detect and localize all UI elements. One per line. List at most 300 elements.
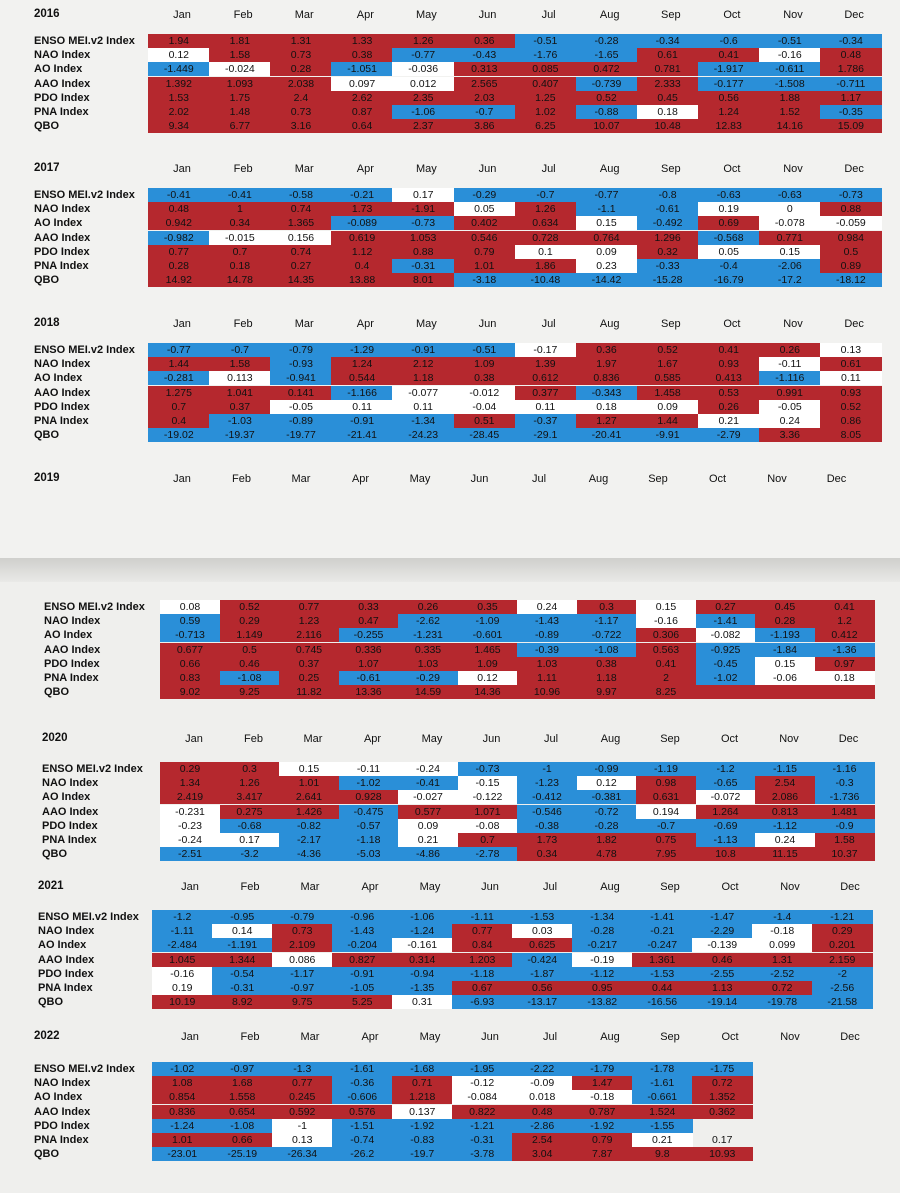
- table-cell: 1.75: [209, 91, 271, 105]
- table-cell: -2.06: [759, 259, 821, 273]
- table-cell: -0.18: [752, 924, 813, 938]
- table-cell: 0.402: [454, 216, 516, 230]
- table-cell: -4.36: [279, 847, 339, 861]
- table-cell: -0.941: [270, 371, 332, 385]
- month-header: Jun: [478, 318, 497, 330]
- month-header: Mar: [300, 1031, 320, 1043]
- month-header: Dec: [844, 318, 864, 330]
- table-cell: 1.218: [392, 1090, 453, 1104]
- table-cell: 1.02: [515, 105, 577, 119]
- table-cell: -1.43: [332, 924, 393, 938]
- row-label: AAO Index: [34, 1105, 91, 1118]
- month-header: Jul: [541, 9, 556, 21]
- row-label: QBO: [34, 429, 60, 442]
- table-cell: 1.03: [398, 657, 458, 671]
- month-header: May: [416, 318, 437, 330]
- table-cell: -0.73: [392, 216, 454, 230]
- table-cell: 2.086: [755, 790, 815, 804]
- table-cell: 2.116: [279, 628, 339, 642]
- table-cell: -0.412: [517, 790, 577, 804]
- table-cell: 1.13: [692, 981, 753, 995]
- table-cell: 0.314: [392, 953, 453, 967]
- month-header: Aug: [600, 881, 620, 893]
- table-cell: -0.93: [270, 357, 332, 371]
- table-cell: 0.48: [512, 1105, 573, 1119]
- table-cell: 1.48: [209, 105, 271, 119]
- month-header: Nov: [783, 318, 803, 330]
- table-cell: 1.34: [160, 776, 220, 790]
- table-cell: 0.45: [637, 91, 699, 105]
- table-cell: 1.27: [576, 414, 638, 428]
- row-label: PNA Index: [38, 982, 93, 994]
- table-cell: -1.193: [755, 628, 815, 642]
- table-cell: -13.17: [512, 995, 573, 1009]
- table-cell: 0.336: [339, 643, 399, 657]
- table-cell: 1.31: [270, 34, 332, 48]
- table-cell: 0.585: [637, 371, 699, 385]
- table-cell: 0.3: [220, 762, 280, 776]
- table-cell: -18.12: [820, 273, 882, 287]
- table-cell: -0.027: [398, 790, 458, 804]
- table-cell: 0.13: [272, 1133, 333, 1147]
- table-cell: 0.11: [392, 400, 454, 414]
- table-cell: 0.11: [515, 400, 577, 414]
- table-cell: 14.59: [398, 685, 458, 699]
- table-cell: 9.8: [632, 1147, 693, 1161]
- row-label: AAO Index: [38, 953, 95, 966]
- row-label: PDO Index: [34, 400, 90, 413]
- table-cell: -0.45: [696, 657, 756, 671]
- table-cell: 14.78: [209, 273, 271, 287]
- table-cell: 0.17: [220, 833, 280, 847]
- month-header: Oct: [720, 733, 739, 745]
- table-cell: 0.34: [517, 847, 577, 861]
- table-cell: 3.04: [512, 1147, 573, 1161]
- table-cell: -1.12: [572, 967, 633, 981]
- table-cell: 9.97: [577, 685, 637, 699]
- table-cell: 0.11: [331, 400, 393, 414]
- table-cell: -0.72: [577, 805, 637, 819]
- table-cell: 0.099: [752, 938, 813, 952]
- table-cell: 1.31: [752, 953, 813, 967]
- table-cell: -0.424: [512, 953, 573, 967]
- table-cell: -26.2: [332, 1147, 393, 1161]
- table-cell: -0.21: [331, 188, 393, 202]
- table-cell: 5.25: [332, 995, 393, 1009]
- table-cell: -0.73: [458, 762, 518, 776]
- table-cell: -1.02: [152, 1062, 213, 1076]
- table-cell: 1.01: [279, 776, 339, 790]
- table-cell: 0.95: [572, 981, 633, 995]
- row-label: NAO Index: [34, 358, 91, 371]
- month-header: Jul: [531, 473, 547, 485]
- table-cell: -0.012: [454, 386, 516, 400]
- table-cell: -0.51: [515, 34, 577, 48]
- table-cell: 1.58: [209, 48, 271, 62]
- table-cell: 1.344: [212, 953, 273, 967]
- table-cell: 0.08: [160, 600, 220, 614]
- table-cell: 1.52: [759, 105, 821, 119]
- row-label: PDO Index: [42, 819, 98, 832]
- table-cell: -0.711: [820, 77, 882, 91]
- table-cell: 1.81: [209, 34, 271, 48]
- table-cell: -0.12: [452, 1076, 513, 1090]
- table-cell: -2.17: [279, 833, 339, 847]
- table-cell: [752, 1133, 813, 1147]
- table-cell: 1.73: [331, 202, 393, 216]
- table-cell: 0.38: [331, 48, 393, 62]
- table-cell: -0.79: [272, 910, 333, 924]
- table-cell: 0.781: [637, 62, 699, 76]
- table-cell: -0.6: [698, 34, 760, 48]
- table-cell: -24.23: [392, 428, 454, 442]
- table-cell: 0.61: [820, 357, 882, 371]
- year-label: 2021: [38, 880, 64, 892]
- table-cell: 1.071: [458, 805, 518, 819]
- year-label: 2017: [34, 162, 60, 174]
- table-cell: 0.942: [148, 216, 210, 230]
- table-cell: 0.245: [272, 1090, 333, 1104]
- table-cell: 0.87: [331, 105, 393, 119]
- table-cell: [752, 1147, 813, 1161]
- table-cell: 0.52: [576, 91, 638, 105]
- table-cell: 0.17: [392, 188, 454, 202]
- table-cell: -0.99: [577, 762, 637, 776]
- month-header: Feb: [233, 163, 253, 175]
- row-label: QBO: [34, 120, 60, 133]
- table-cell: 0.5: [220, 643, 280, 657]
- table-cell: -16.56: [632, 995, 693, 1009]
- table-cell: -0.247: [632, 938, 693, 952]
- table-cell: 0.88: [392, 245, 454, 259]
- table-cell: -1.95: [452, 1062, 513, 1076]
- table-cell: 1.82: [577, 833, 637, 847]
- table-cell: -1.11: [452, 910, 513, 924]
- row-label: QBO: [38, 996, 64, 1009]
- month-header: Dec: [838, 733, 859, 745]
- table-cell: 0: [759, 202, 821, 216]
- table-cell: 0.576: [332, 1105, 393, 1119]
- month-header: Nov: [779, 733, 799, 745]
- table-cell: -1.11: [152, 924, 213, 938]
- table-cell: 0.377: [515, 386, 577, 400]
- month-header: Sep: [648, 473, 668, 485]
- month-header: Oct: [721, 881, 739, 893]
- table-cell: -0.722: [577, 628, 637, 642]
- table-cell: -1.36: [815, 643, 875, 657]
- table-cell: -1.231: [398, 628, 458, 642]
- table-cell: 0.728: [515, 231, 577, 245]
- table-cell: 0.41: [698, 48, 760, 62]
- table-cell: 0.5: [820, 245, 882, 259]
- table-cell: -1.47: [692, 910, 753, 924]
- table-cell: 0.654: [212, 1105, 273, 1119]
- table-cell: 0.18: [576, 400, 638, 414]
- table-cell: 0.15: [759, 245, 821, 259]
- table-cell: 1.44: [148, 357, 210, 371]
- row-label: PNA Index: [44, 672, 99, 684]
- table-cell: 0.46: [692, 953, 753, 967]
- table-cell: -1.65: [576, 48, 638, 62]
- table-cell: 1.08: [152, 1076, 213, 1090]
- table-cell: 0.77: [148, 245, 210, 259]
- row-label: PNA Index: [34, 415, 89, 427]
- table-cell: -0.38: [517, 819, 577, 833]
- table-cell: 0.546: [454, 231, 516, 245]
- table-cell: 0.26: [759, 343, 821, 357]
- table-cell: -19.02: [148, 428, 210, 442]
- table-cell: 1.09: [458, 657, 518, 671]
- table-cell: [692, 1119, 753, 1133]
- table-cell: 0.69: [698, 216, 760, 230]
- table-cell: -0.41: [398, 776, 458, 790]
- table-cell: 0.77: [452, 924, 513, 938]
- table-cell: -0.082: [696, 628, 756, 642]
- table-cell: 0.14: [212, 924, 273, 938]
- table-cell: -0.69: [696, 819, 756, 833]
- table-cell: 0.928: [339, 790, 399, 804]
- table-cell: -1.17: [577, 614, 637, 628]
- table-cell: -0.57: [339, 819, 399, 833]
- table-cell: -1.508: [759, 77, 821, 91]
- table-cell: 0.38: [454, 371, 516, 385]
- table-cell: -0.28: [577, 819, 637, 833]
- table-cell: 1.73: [517, 833, 577, 847]
- month-header: Sep: [660, 1031, 680, 1043]
- table-cell: [752, 1090, 813, 1104]
- table-cell: -0.16: [152, 967, 213, 981]
- table-cell: -1.449: [148, 62, 210, 76]
- month-header: Sep: [661, 318, 681, 330]
- table-cell: -0.122: [458, 790, 518, 804]
- table-cell: 0.47: [339, 614, 399, 628]
- table-cell: -23.01: [152, 1147, 213, 1161]
- table-cell: 0.27: [696, 600, 756, 614]
- table-cell: -15.28: [637, 273, 699, 287]
- table-cell: -0.077: [392, 386, 454, 400]
- table-cell: -2.55: [692, 967, 753, 981]
- month-header: Mar: [294, 163, 314, 175]
- table-cell: -1.08: [577, 643, 637, 657]
- table-cell: 0.113: [209, 371, 271, 385]
- table-cell: [812, 1076, 873, 1090]
- paper-fold: [0, 558, 900, 582]
- table-cell: 0.56: [698, 91, 760, 105]
- table-cell: [696, 685, 756, 699]
- table-cell: [812, 1090, 873, 1104]
- table-cell: 0.29: [220, 614, 280, 628]
- table-cell: 2.038: [270, 77, 332, 91]
- month-header: Sep: [660, 881, 680, 893]
- table-cell: 0.74: [270, 245, 332, 259]
- table-cell: -1.166: [331, 386, 393, 400]
- table-cell: 9.02: [160, 685, 220, 699]
- table-cell: 0.29: [160, 762, 220, 776]
- table-cell: -1.13: [696, 833, 756, 847]
- table-cell: -0.54: [212, 967, 273, 981]
- table-cell: -1.19: [636, 762, 696, 776]
- row-label: AAO Index: [34, 77, 91, 90]
- table-cell: 0.35: [458, 600, 518, 614]
- table-cell: 0.41: [815, 600, 875, 614]
- table-cell: -1.55: [632, 1119, 693, 1133]
- month-header: Sep: [660, 733, 680, 745]
- month-header: Aug: [599, 163, 620, 175]
- table-cell: -0.33: [637, 259, 699, 273]
- month-header: Apr: [356, 9, 374, 21]
- table-cell: -0.77: [148, 343, 210, 357]
- table-cell: -19.37: [209, 428, 271, 442]
- table-cell: 0.05: [454, 202, 516, 216]
- table-cell: 0.48: [148, 202, 210, 216]
- table-cell: 3.86: [454, 119, 516, 133]
- table-cell: -2.22: [512, 1062, 573, 1076]
- month-header: Jun: [478, 9, 497, 21]
- table-cell: 1.25: [515, 91, 577, 105]
- table-cell: 0.73: [270, 105, 332, 119]
- table-cell: 1.97: [576, 357, 638, 371]
- month-header: Nov: [783, 163, 803, 175]
- table-cell: -0.34: [637, 34, 699, 48]
- table-cell: 0.09: [398, 819, 458, 833]
- table-cell: 0.836: [576, 371, 638, 385]
- table-cell: -4.86: [398, 847, 458, 861]
- table-cell: 0.854: [152, 1090, 213, 1104]
- table-cell: 0.26: [698, 400, 760, 414]
- month-header: Apr: [361, 1031, 379, 1043]
- table-cell: 0.59: [160, 614, 220, 628]
- table-cell: 0.41: [636, 657, 696, 671]
- table-cell: 0.89: [820, 259, 882, 273]
- table-cell: [815, 685, 875, 699]
- month-header: Dec: [844, 163, 864, 175]
- table-cell: -0.23: [160, 819, 220, 833]
- table-cell: -0.7: [636, 819, 696, 833]
- table-cell: 1.18: [577, 671, 637, 685]
- month-header: Sep: [661, 9, 681, 21]
- month-header: Apr: [361, 881, 379, 893]
- table-cell: -1.08: [212, 1119, 273, 1133]
- row-label: NAO Index: [44, 615, 101, 628]
- table-cell: 0.745: [279, 643, 339, 657]
- month-header: Nov: [780, 1031, 800, 1043]
- month-header: Jun: [481, 881, 499, 893]
- row-label: AO Index: [34, 217, 83, 230]
- table-cell: -0.05: [759, 400, 821, 414]
- table-cell: -0.16: [759, 48, 821, 62]
- table-cell: [812, 1062, 873, 1076]
- table-cell: -0.078: [759, 216, 821, 230]
- month-header: Jun: [478, 163, 497, 175]
- year-label: 2018: [34, 317, 60, 329]
- table-cell: 1.053: [392, 231, 454, 245]
- table-cell: -0.161: [392, 938, 453, 952]
- table-cell: -1.05: [332, 981, 393, 995]
- table-cell: 1.524: [632, 1105, 693, 1119]
- table-cell: 0.472: [576, 62, 638, 76]
- table-cell: 0.56: [512, 981, 573, 995]
- table-cell: 1.58: [815, 833, 875, 847]
- table-cell: -1.41: [632, 910, 693, 924]
- table-cell: 14.35: [270, 273, 332, 287]
- table-cell: 0.827: [332, 953, 393, 967]
- table-cell: -0.89: [270, 414, 332, 428]
- table-cell: -0.28: [576, 34, 638, 48]
- table-cell: 2.54: [512, 1133, 573, 1147]
- row-label: QBO: [34, 274, 60, 287]
- month-header: Oct: [723, 163, 741, 175]
- table-cell: 10.93: [692, 1147, 753, 1161]
- table-cell: 1.203: [452, 953, 513, 967]
- row-label: NAO Index: [34, 1077, 91, 1090]
- row-label: NAO Index: [34, 49, 91, 62]
- table-cell: -0.024: [209, 62, 271, 76]
- table-cell: -19.78: [752, 995, 813, 1009]
- table-cell: 0.74: [270, 202, 332, 216]
- table-cell: -6.93: [452, 995, 513, 1009]
- table-cell: -28.45: [454, 428, 516, 442]
- row-label: QBO: [34, 1148, 60, 1161]
- table-cell: 0.03: [512, 924, 573, 938]
- table-cell: -1.92: [572, 1119, 633, 1133]
- table-cell: 1: [209, 202, 271, 216]
- table-cell: -21.41: [331, 428, 393, 442]
- table-cell: 1.23: [279, 614, 339, 628]
- table-cell: -1.43: [517, 614, 577, 628]
- table-cell: -1.61: [632, 1076, 693, 1090]
- month-header: Dec: [826, 473, 847, 485]
- table-cell: -2.29: [692, 924, 753, 938]
- table-cell: 0.12: [577, 776, 637, 790]
- table-cell: -26.34: [272, 1147, 333, 1161]
- table-cell: 0.18: [637, 105, 699, 119]
- table-cell: -1.61: [332, 1062, 393, 1076]
- table-cell: -0.713: [160, 628, 220, 642]
- table-cell: 2.54: [755, 776, 815, 790]
- table-cell: -0.74: [332, 1133, 393, 1147]
- table-cell: 0.28: [148, 259, 210, 273]
- table-cell: -0.82: [279, 819, 339, 833]
- table-cell: -1.24: [392, 924, 453, 938]
- table-cell: -13.82: [572, 995, 633, 1009]
- table-cell: -0.04: [454, 400, 516, 414]
- month-header: Feb: [244, 733, 263, 745]
- table-cell: -0.51: [759, 34, 821, 48]
- table-cell: -0.7: [515, 188, 577, 202]
- table-cell: 1.275: [148, 386, 210, 400]
- table-cell: -5.03: [339, 847, 399, 861]
- table-cell: -0.91: [392, 343, 454, 357]
- table-cell: -1.29: [331, 343, 393, 357]
- table-cell: 10.19: [152, 995, 213, 1009]
- row-label: PNA Index: [42, 834, 97, 846]
- table-cell: 2.35: [392, 91, 454, 105]
- month-header: Nov: [767, 473, 787, 485]
- table-cell: -0.15: [458, 776, 518, 790]
- table-cell: 0.27: [270, 259, 332, 273]
- month-header: Jan: [173, 9, 191, 21]
- table-cell: -0.41: [148, 188, 210, 202]
- row-label: AAO Index: [44, 643, 101, 656]
- table-cell: -1.06: [392, 105, 454, 119]
- table-cell: 2.03: [454, 91, 516, 105]
- month-header: Dec: [840, 1031, 860, 1043]
- table-cell: 8.92: [212, 995, 273, 1009]
- table-cell: 0.3: [577, 600, 637, 614]
- table-cell: 1.392: [148, 77, 210, 91]
- table-cell: -2.78: [458, 847, 518, 861]
- table-cell: 2.565: [454, 77, 516, 91]
